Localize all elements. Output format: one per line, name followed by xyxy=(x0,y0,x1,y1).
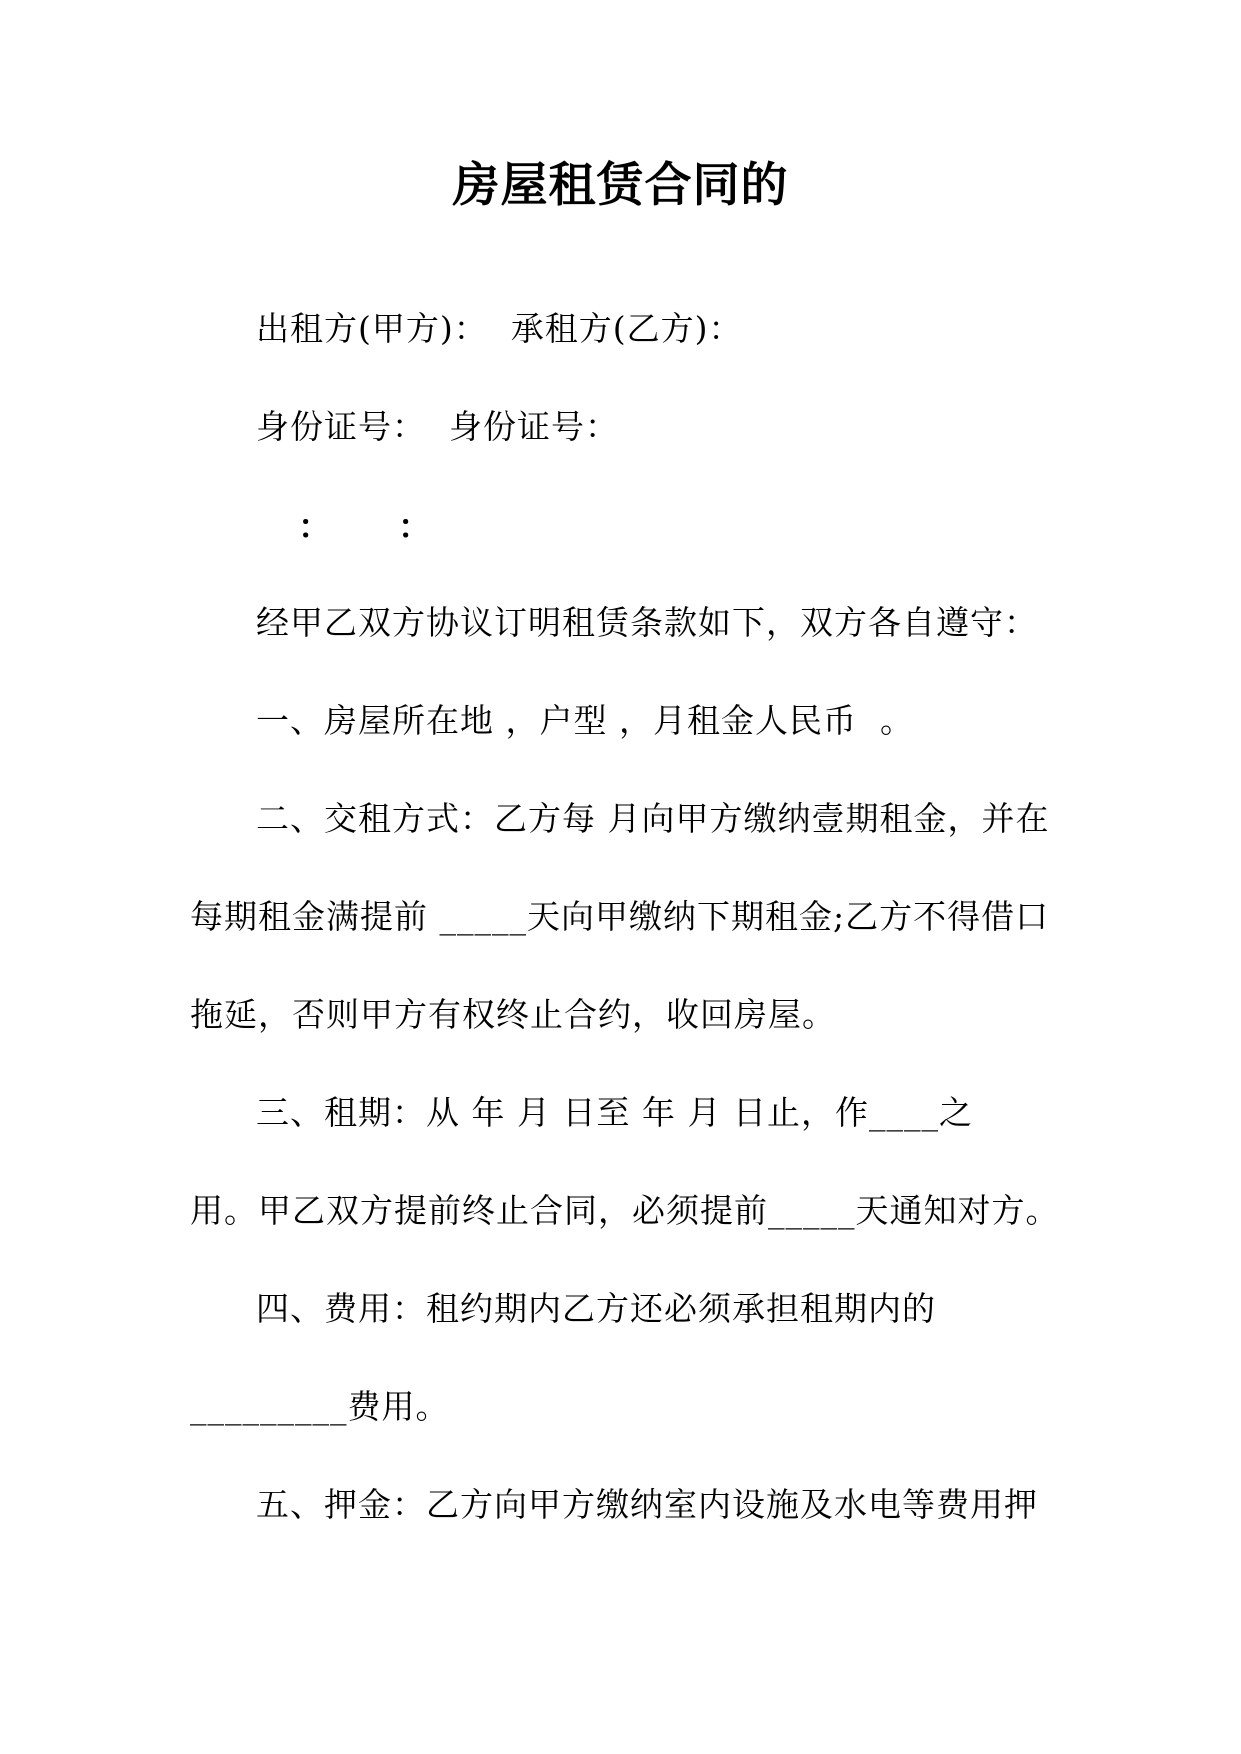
clause-1-line: 一、房屋所在地 ，户型 ，月租金人民币 。 xyxy=(256,701,914,740)
parties-line: 出租方(甲方)： 承租方(乙方)： xyxy=(256,309,743,348)
blank-colon-right: ： xyxy=(398,507,432,546)
clause-2-line-1: 二、交租方式：乙方每 月向甲方缴纳壹期租金，并在 xyxy=(256,799,1050,838)
preamble-line: 经甲乙双方协议订明租赁条款如下，双方各自遵守： xyxy=(256,603,1038,642)
clause-4-line-1: 四、费用：租约期内乙方还必须承担租期内的 xyxy=(256,1289,936,1328)
id-number-line: 身份证号： 身份证号： xyxy=(256,407,619,446)
document-title: 房屋租赁合同的 xyxy=(452,158,789,213)
clause-3-line-1: 三、租期：从 年 月 日至 年 月 日止，作____之 xyxy=(256,1093,973,1132)
clause-4-line-2: _________费用。 xyxy=(190,1387,450,1426)
clause-2-line-3: 拖延，否则甲方有权终止合约，收回房屋。 xyxy=(190,995,836,1034)
clause-5-line-1: 五、押金：乙方向甲方缴纳室内设施及水电等费用押 xyxy=(256,1485,1038,1524)
blank-colon-left: ： xyxy=(298,507,332,546)
clause-2-line-2: 每期租金满提前 _____天向甲缴纳下期租金;乙方不得借口 xyxy=(190,897,1050,936)
clause-3-line-2: 用。甲乙双方提前终止合同，必须提前_____天通知对方。 xyxy=(190,1191,1060,1230)
